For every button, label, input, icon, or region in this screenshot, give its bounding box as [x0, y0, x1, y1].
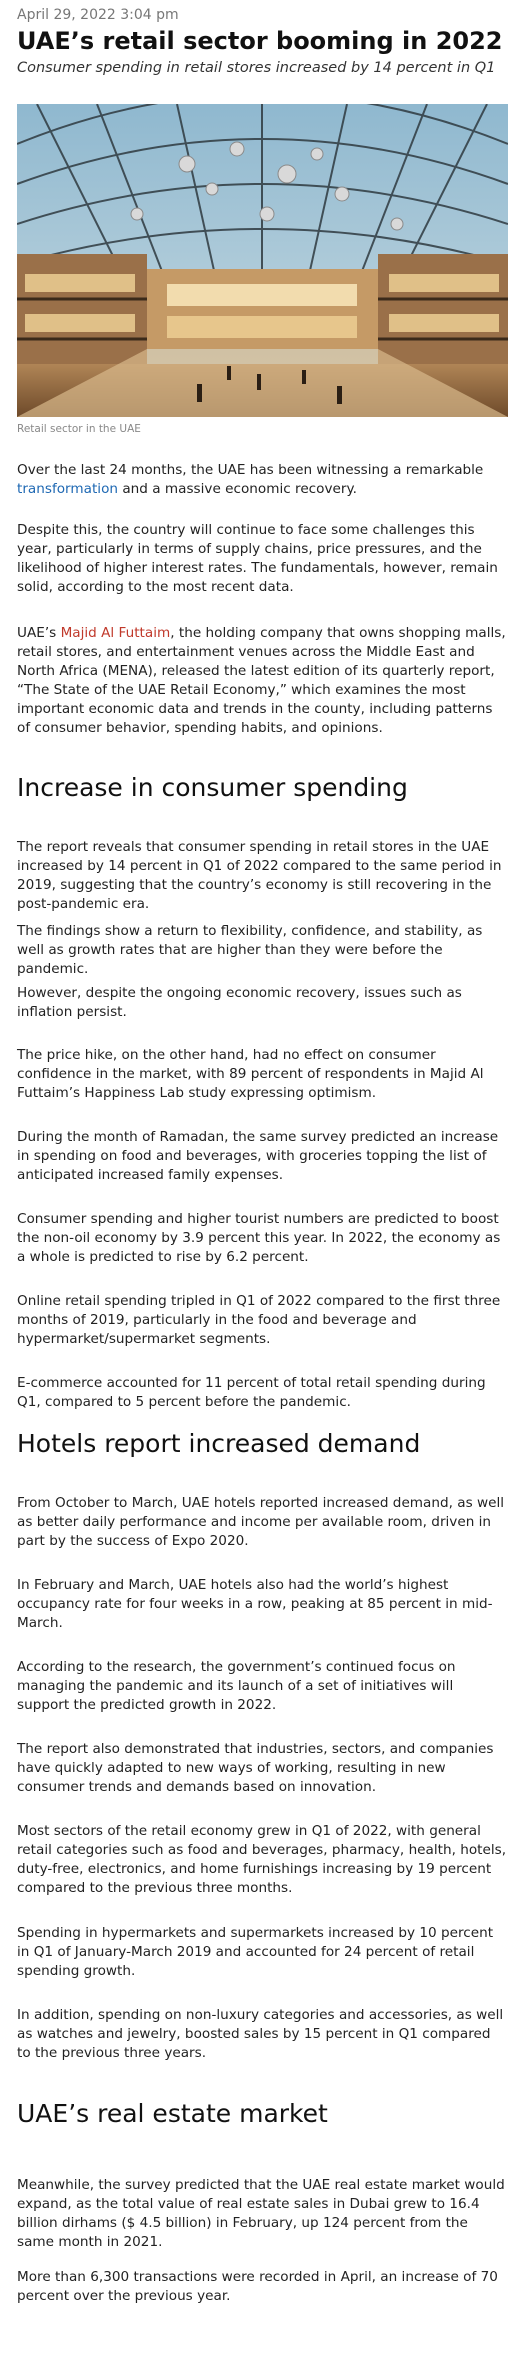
intro-paragraph-2: Despite this, the country will continue to face some challenges this year, particularly in terms of supply chains, price pressures, and the likelihood of higher interest rates. The fundamentals, however, remain solid, according to the most recent data. — [17, 522, 498, 595]
consumer-paragraph-6: Consumer spending and higher tourist numbers are predicted to boost the non-oil economy by 3.9 percent this year. In 2022, the economy as a whole is predicted to rise by 6.2 percent. — [17, 1211, 501, 1265]
text-segment: Over the last 24 months, the UAE has been witnessing a remarkable — [17, 462, 484, 478]
real-estate-paragraph-1: Meanwhile, the survey predicted that the UAE real estate market would expand, as the total value of real estate sales in Dubai grew to 16.4 billion dirhams ($ 4.5 billion) in February, up 124 percent from the same month in 2021. — [17, 2177, 505, 2250]
section-heading-hotels: Hotels report increased demand — [17, 1429, 421, 1458]
intro-paragraph-3 — [17, 624, 508, 738]
consumer-paragraph-4: The price hike, on the other hand, had no effect on consumer confidence in the market, with 89 percent of respondents in Majid Al Futtaim’s Happiness Lab study expressing optimism. — [17, 1047, 484, 1101]
text-segment: and a massive economic recovery. — [118, 481, 357, 497]
mall-interior-illustration — [17, 104, 508, 417]
hotels-paragraph-5: Most sectors of the retail economy grew in Q1 of 2022, with general retail categories such as food and beverages, pharmacy, health, hotels, duty-free, electronics, and home furnishings increasing by 19 percent compared to the previous three months. — [17, 1823, 507, 1896]
consumer-paragraph-2: The findings show a return to flexibility, confidence, and stability, as well as growth rates that are higher than they were before the pandemic. — [17, 923, 483, 977]
hotels-paragraph-2: In February and March, UAE hotels also had the world’s highest occupancy rate for four weeks in a row, peaking at 85 percent in mid-March. — [17, 1577, 493, 1631]
consumer-paragraph-1: The report reveals that consumer spending in retail stores in the UAE increased by 14 percent in Q1 of 2022 compared to the same period in 2019, suggesting that the country’s economy is still recovering in the post-pandemic era. — [17, 839, 502, 912]
article-title: UAE’s retail sector booming in 2022 — [17, 27, 503, 55]
majid-al-futtaim-link[interactable]: Majid Al Futtaim — [60, 625, 171, 641]
consumer-paragraph-5: During the month of Ramadan, the same survey predicted an increase in spending on food and beverages, with groceries topping the list of anticipated increased family expenses. — [17, 1129, 499, 1183]
hotels-paragraph-1: From October to March, UAE hotels reported increased demand, as well as better daily performance and income per available room, driven in part by the success of Expo 2020. — [17, 1495, 505, 1549]
consumer-paragraph-3: However, despite the ongoing economic recovery, issues such as inflation persist. — [17, 985, 462, 1020]
hotels-paragraph-3: According to the research, the government’s continued focus on managing the pandemic and its launch of a set of initiatives will support the predicted growth in 2022. — [17, 1659, 456, 1713]
hotels-paragraph-7: In addition, spending on non-luxury categories and accessories, as well as watches and jewelry, boosted sales by 15 percent in Q1 compared to the previous three years. — [17, 2007, 504, 2061]
transformation-link[interactable]: transformation — [17, 481, 119, 497]
section-heading-real-estate: UAE’s real estate market — [17, 2099, 328, 2128]
section-heading-consumer: Increase in consumer spending — [17, 773, 408, 802]
real-estate-paragraph-2: More than 6,300 transactions were recorded in April, an increase of 70 percent over the previous year. — [17, 2269, 498, 2304]
consumer-paragraph-7: Online retail spending tripled in Q1 of 2022 compared to the first three months of 2019, particularly in the food and beverage and hypermarket/supermarket segments. — [17, 1293, 501, 1347]
hero-image — [17, 104, 508, 417]
consumer-paragraph-8: E-commerce accounted for 11 percent of total retail spending during Q1, compared to 5 percent before the pandemic. — [17, 1375, 486, 1410]
article-subtitle: Consumer spending in retail stores increased by 14 percent in Q1 — [17, 60, 496, 76]
text-segment: UAE’s — [17, 625, 61, 641]
intro-paragraph-1 — [17, 461, 508, 499]
text-segment: , the holding company that owns shopping malls, retail stores, and entertainment venues across the Middle East and North Africa (MENA), released the latest edition of its quarterly report, “The State of the UAE Retail Economy,” which examines the most important economic data and trends in the county, including patterns of consumer behavior, spending habits, and opinions. — [17, 625, 506, 736]
hotels-paragraph-4: The report also demonstrated that industries, sectors, and companies have quickly adapted to new ways of working, resulting in new consumer trends and demands based on innovation. — [17, 1741, 494, 1795]
hotels-paragraph-6: Spending in hypermarkets and supermarkets increased by 10 percent in Q1 of January-March 2019 and accounted for 24 percent of retail spending growth. — [17, 1925, 494, 1979]
publish-date: April 29, 2022 3:04 pm — [17, 7, 179, 23]
image-caption: Retail sector in the UAE — [17, 423, 141, 435]
